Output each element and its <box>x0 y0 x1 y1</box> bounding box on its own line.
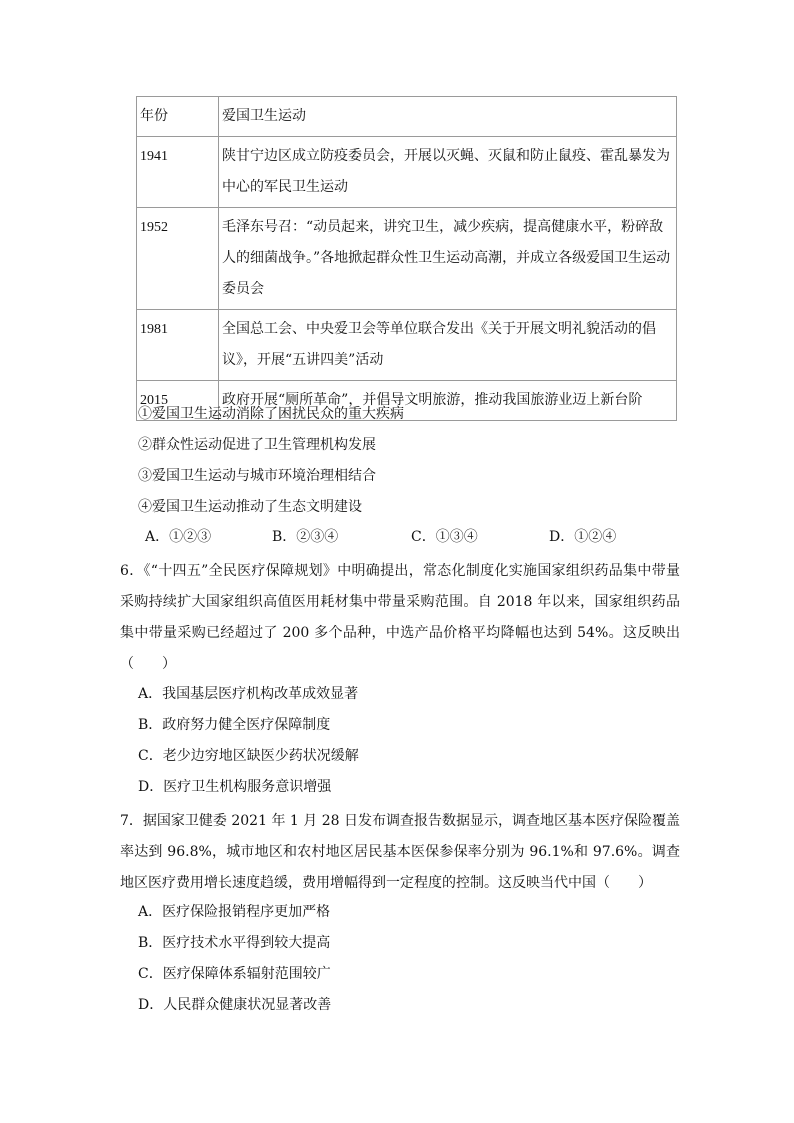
q5-option-b[interactable]: B．②③④ <box>272 529 339 545</box>
q6-option-d[interactable]: D．医疗卫生机构服务意识增强 <box>138 779 332 795</box>
table-header-row <box>137 97 677 137</box>
q7-option-d[interactable]: D．人民群众健康状况显著改善 <box>138 997 332 1013</box>
header-year: 年份 <box>137 97 219 137</box>
table-row <box>137 137 677 208</box>
row-event: 全国总工会、中央爱卫会等单位联合发出《关于开展文明礼貌活动的倡议》，开展“五讲四美”活动 <box>219 310 677 381</box>
history-table <box>136 96 677 421</box>
q7-option-c[interactable]: C．医疗保障体系辐射范围较广 <box>138 966 331 982</box>
table-row <box>137 208 677 310</box>
q6-option-b[interactable]: B．政府努力健全医疗保障制度 <box>138 717 331 733</box>
row-event: 陕甘宁边区成立防疫委员会，开展以灭蝇、灭鼠和防止鼠疫、霍乱暴发为中心的军民卫生运动 <box>219 137 677 208</box>
q6-option-a[interactable]: A．我国基层医疗机构改革成效显著 <box>138 686 359 702</box>
header-event: 爱国卫生运动 <box>219 97 677 137</box>
q5-option-c[interactable]: C．①③④ <box>411 529 478 545</box>
q5-statement-2: ②群众性运动促进了卫生管理机构发展 <box>138 437 376 453</box>
question-6 <box>120 556 680 680</box>
q5-statement-1: ①爱国卫生运动消除了困扰民众的重大疾病 <box>138 406 404 422</box>
row-event: 毛泽东号召：“动员起来，讲究卫生，减少疾病，提高健康水平，粉碎敌人的细菌战争。”各地掀起群众性卫生运动高潮，并成立各级爱国卫生运动委员会 <box>219 208 677 310</box>
row-year: 1981 <box>137 310 219 381</box>
q5-statement-4: ④爱国卫生运动推动了生态文明建设 <box>138 499 362 515</box>
q6-stem: 6．《“十四五”全民医疗保障规划》中明确提出，常态化制度化实施国家组织药品集中带量采购持续扩大国家组织高值医用耗材集中带量采购范围。自 2018 年以来，国家组织药品集中带量采购已经超过了 200 多个品种，中选产品价格平均降幅也达到 54%。这反映出（ ） <box>120 563 680 672</box>
row-year: 2015 <box>137 381 219 421</box>
q5-option-a[interactable]: A．①②③ <box>145 529 212 545</box>
question-7 <box>120 806 680 899</box>
q5-statement-3: ③爱国卫生运动与城市环境治理相结合 <box>138 468 376 484</box>
q5-option-d[interactable]: D．①②④ <box>549 529 617 545</box>
q7-option-b[interactable]: B．医疗技术水平得到较大提高 <box>138 935 331 951</box>
q6-option-c[interactable]: C．老少边穷地区缺医少药状况缓解 <box>138 748 359 764</box>
q7-option-a[interactable]: A．医疗保险报销程序更加严格 <box>138 904 331 920</box>
row-year: 1952 <box>137 208 219 310</box>
row-event: 政府开展“厕所革命”，并倡导文明旅游，推动我国旅游业迈上新台阶 <box>219 381 677 421</box>
table-row <box>137 310 677 381</box>
q7-stem: 7．据国家卫健委 2021 年 1 月 28 日发布调查报告数据显示，调查地区基本医疗保险覆盖率达到 96.8%，城市地区和农村地区居民基本医保参保率分别为 96.1%和 97.6%。调查地区医疗费用增长速度趋缓，费用增幅得到一定程度的控制。这反映当代中国（ ） <box>120 813 680 891</box>
row-year: 1941 <box>137 137 219 208</box>
